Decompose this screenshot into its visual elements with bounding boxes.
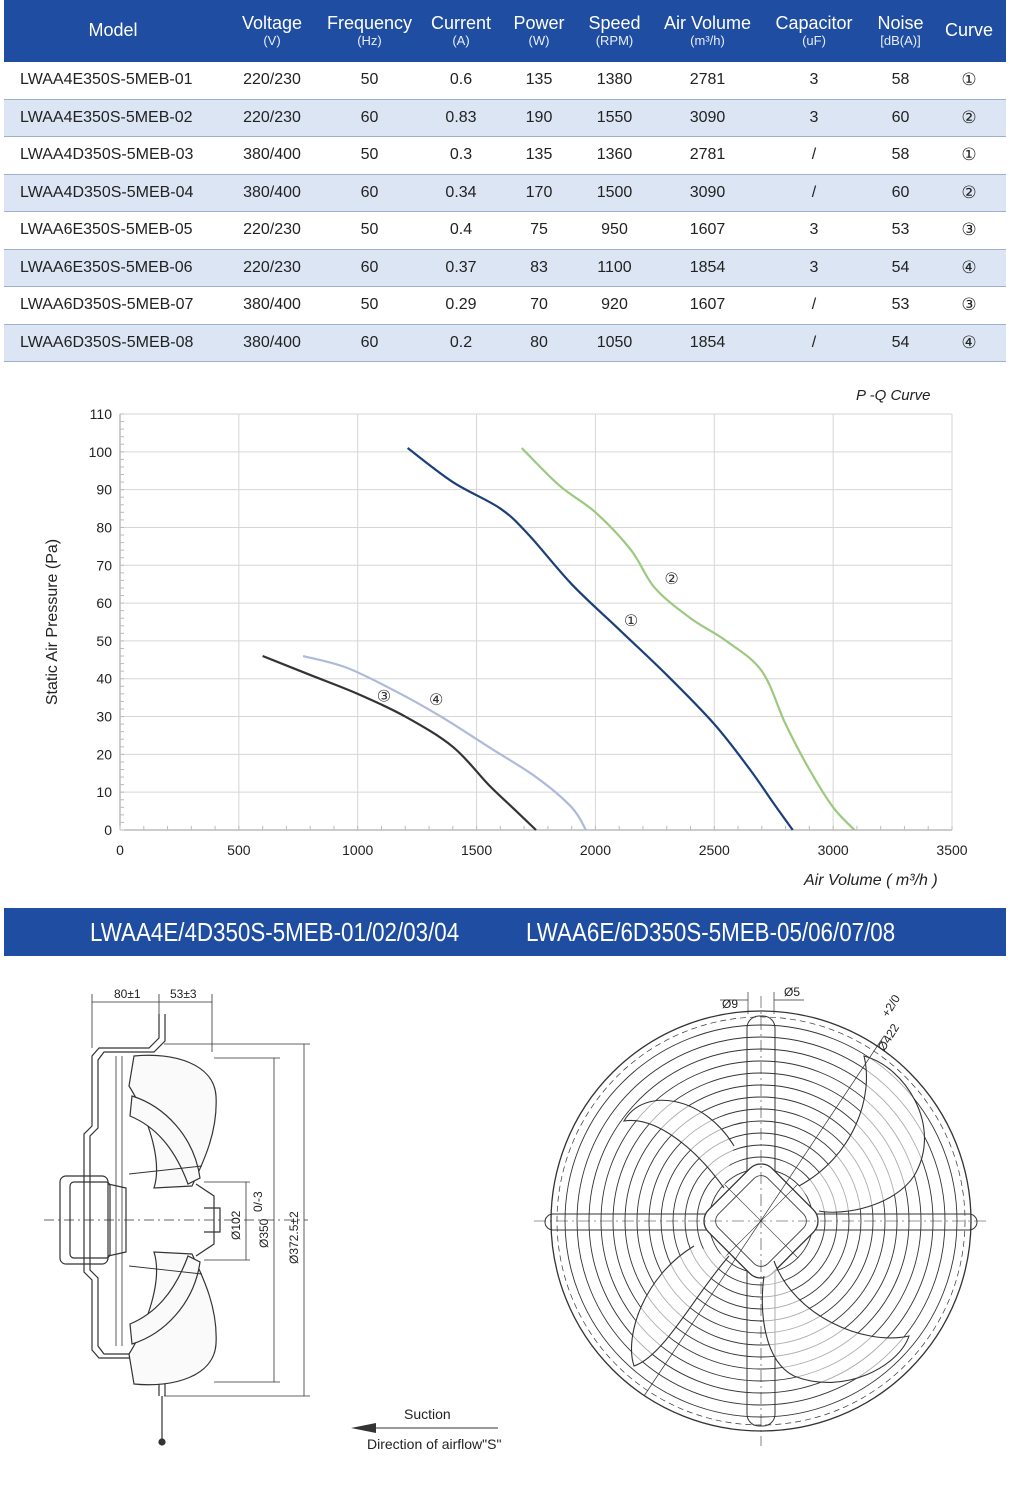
- cell-model: LWAA6D350S-5MEB-08: [4, 324, 222, 362]
- cell-power: 190: [505, 99, 573, 137]
- cell-speed: 950: [573, 212, 656, 250]
- cell-noise: 54: [869, 324, 932, 362]
- header-frequency: Frequency (Hz): [322, 0, 417, 62]
- cell-current: 0.29: [417, 287, 505, 325]
- cell-speed: 920: [573, 287, 656, 325]
- cell-capacitor: 3: [759, 249, 869, 287]
- dim-9: Ø9: [722, 997, 739, 1011]
- cell-power: 83: [505, 249, 573, 287]
- airflow-arrow: [351, 1423, 498, 1433]
- y-tick-label: 30: [96, 708, 112, 725]
- cell-curve: ②: [932, 99, 1006, 137]
- x-tick-label: 1000: [342, 842, 374, 858]
- cell-air-volume: 2781: [656, 137, 759, 175]
- cell-power: 80: [505, 324, 573, 362]
- y-tick-label: 80: [96, 519, 112, 536]
- y-tick-label: 20: [96, 746, 112, 763]
- dim-102: Ø102: [229, 1210, 243, 1240]
- cell-curve: ④: [932, 249, 1006, 287]
- y-axis-title: Static Air Pressure (Pa): [44, 538, 61, 706]
- cell-current: 0.37: [417, 249, 505, 287]
- table-row: [4, 99, 1006, 137]
- cell-speed: 1360: [573, 137, 656, 175]
- suction-label: Suction: [404, 1406, 451, 1422]
- cell-current: 0.2: [417, 324, 505, 362]
- cell-model: LWAA4D350S-5MEB-04: [4, 174, 222, 212]
- cell-capacitor: /: [759, 137, 869, 175]
- airflow-label: Direction of airflow"S": [367, 1436, 502, 1452]
- table-row: [4, 137, 1006, 175]
- cell-power: 170: [505, 174, 573, 212]
- cell-voltage: 220/230: [222, 62, 322, 99]
- y-tick-label: 110: [89, 406, 112, 422]
- cell-capacitor: /: [759, 287, 869, 325]
- cell-frequency: 60: [322, 249, 417, 287]
- page: [4, 0, 1006, 1492]
- header-air-volume: Air Volume (m³/h): [656, 0, 759, 62]
- x-tick-label: 3500: [936, 842, 968, 858]
- cell-voltage: 380/400: [222, 287, 322, 325]
- table-row: [4, 212, 1006, 250]
- header-noise: Noise [dB(A)]: [869, 0, 932, 62]
- curve-annotation: ③: [376, 686, 392, 706]
- x-tick-label: 2000: [579, 842, 612, 858]
- cell-noise: 53: [869, 212, 932, 250]
- cell-current: 0.83: [417, 99, 505, 137]
- dim-350-tolerance: 0/-3: [251, 1191, 265, 1212]
- cell-capacitor: /: [759, 174, 869, 212]
- cell-current: 0.34: [417, 174, 505, 212]
- header-speed: Speed (RPM): [573, 0, 656, 62]
- dim-422: Ø422: [874, 1021, 903, 1054]
- dim-422-tolerance: +2/0: [878, 992, 904, 1020]
- y-tick-label: 70: [96, 557, 112, 574]
- pq-chart: [4, 364, 1006, 908]
- x-tick-label: 500: [227, 842, 251, 858]
- series-line-1: [408, 448, 793, 830]
- cell-power: 135: [505, 62, 573, 99]
- cell-curve: ③: [932, 212, 1006, 250]
- spec-table-body: [4, 62, 1006, 362]
- cell-frequency: 50: [322, 287, 417, 325]
- cell-power: 135: [505, 137, 573, 175]
- cell-curve: ③: [932, 287, 1006, 325]
- x-tick-label: 0: [116, 842, 124, 858]
- series-line-4: [303, 656, 586, 830]
- table-row: [4, 287, 1006, 325]
- cell-air-volume: 3090: [656, 174, 759, 212]
- cell-voltage: 220/230: [222, 249, 322, 287]
- header-capacitor: Capacitor (uF): [759, 0, 869, 62]
- y-tick-label: 0: [104, 822, 112, 838]
- y-tick-label: 100: [88, 443, 112, 460]
- cell-capacitor: 3: [759, 99, 869, 137]
- dim-350: Ø350: [257, 1218, 271, 1248]
- cell-capacitor: 3: [759, 212, 869, 250]
- header-current: Current (A): [417, 0, 505, 62]
- cell-model: LWAA6D350S-5MEB-07: [4, 287, 222, 325]
- cell-current: 0.4: [417, 212, 505, 250]
- cell-voltage: 220/230: [222, 99, 322, 137]
- cell-model: LWAA4E350S-5MEB-01: [4, 62, 222, 99]
- cell-frequency: 50: [322, 62, 417, 99]
- table-row: [4, 62, 1006, 99]
- cell-frequency: 50: [322, 212, 417, 250]
- dim-53: 53±3: [170, 987, 197, 1001]
- cell-air-volume: 1607: [656, 287, 759, 325]
- y-tick-label: 40: [96, 670, 112, 687]
- curve-annotation: ④: [428, 690, 444, 710]
- cell-model: LWAA6E350S-5MEB-05: [4, 212, 222, 250]
- cell-power: 70: [505, 287, 573, 325]
- x-tick-label: 2500: [698, 842, 730, 858]
- cell-speed: 1050: [573, 324, 656, 362]
- cell-air-volume: 1854: [656, 324, 759, 362]
- dim-80: 80±1: [114, 987, 141, 1001]
- header-power: Power (W): [505, 0, 573, 62]
- y-tick-label: 10: [96, 784, 112, 801]
- header-curve: Curve: [932, 0, 1006, 62]
- curve-annotation: ②: [664, 569, 679, 589]
- cell-model: LWAA6E350S-5MEB-06: [4, 249, 222, 287]
- cell-model: LWAA4E350S-5MEB-02: [4, 99, 222, 137]
- banner-right-models: LWAA6E/6D350S-5MEB-05/06/07/08: [526, 917, 896, 947]
- cell-speed: 1380: [573, 62, 656, 99]
- cell-noise: 54: [869, 249, 932, 287]
- series-line-2: [522, 448, 855, 830]
- y-tick-label: 90: [96, 481, 112, 498]
- cell-frequency: 60: [322, 99, 417, 137]
- cell-power: 75: [505, 212, 573, 250]
- header-voltage: Voltage (V): [222, 0, 322, 62]
- cell-noise: 53: [869, 287, 932, 325]
- cell-noise: 58: [869, 137, 932, 175]
- table-row: [4, 249, 1006, 287]
- cell-frequency: 60: [322, 324, 417, 362]
- table-row: [4, 174, 1006, 212]
- table-row: [4, 324, 1006, 362]
- cell-air-volume: 3090: [656, 99, 759, 137]
- cell-curve: ④: [932, 324, 1006, 362]
- pq-chart-svg: [4, 364, 1006, 908]
- cell-air-volume: 1854: [656, 249, 759, 287]
- spec-table: [4, 0, 1006, 362]
- series-line-3: [263, 656, 536, 830]
- y-tick-label: 50: [96, 632, 112, 649]
- x-tick-label: 3000: [817, 842, 849, 858]
- cell-noise: 60: [869, 174, 932, 212]
- dim-5: Ø5: [784, 985, 801, 999]
- y-tick-label: 60: [96, 595, 112, 612]
- cell-current: 0.3: [417, 137, 505, 175]
- cell-frequency: 50: [322, 137, 417, 175]
- header-model: Model: [4, 0, 222, 62]
- cell-current: 0.6: [417, 62, 505, 99]
- cell-frequency: 60: [322, 174, 417, 212]
- cell-speed: 1500: [573, 174, 656, 212]
- front-view-drawing: [534, 992, 989, 1446]
- cell-voltage: 380/400: [222, 137, 322, 175]
- cell-air-volume: 1607: [656, 212, 759, 250]
- cell-voltage: 380/400: [222, 324, 322, 362]
- cell-curve: ①: [932, 137, 1006, 175]
- cell-curve: ②: [932, 174, 1006, 212]
- chart-title: P -Q Curve: [856, 387, 931, 404]
- curve-annotation: ①: [623, 610, 639, 630]
- x-tick-label: 1500: [460, 842, 493, 858]
- model-banner: [4, 908, 1006, 956]
- cell-noise: 60: [869, 99, 932, 137]
- table-header-row: [4, 0, 1006, 62]
- technical-drawings: [4, 956, 1006, 1492]
- banner-left-models: LWAA4E/4D350S-5MEB-01/02/03/04: [90, 917, 460, 947]
- drawings-svg: [4, 956, 1006, 1492]
- cell-speed: 1100: [573, 249, 656, 287]
- cell-voltage: 380/400: [222, 174, 322, 212]
- cell-speed: 1550: [573, 99, 656, 137]
- cell-curve: ①: [932, 62, 1006, 99]
- cell-noise: 58: [869, 62, 932, 99]
- cell-capacitor: 3: [759, 62, 869, 99]
- x-axis-title: Air Volume ( m³/h ): [804, 872, 938, 889]
- dim-372: Ø372.5±2: [287, 1211, 301, 1264]
- cell-capacitor: /: [759, 324, 869, 362]
- cell-voltage: 220/230: [222, 212, 322, 250]
- cell-air-volume: 2781: [656, 62, 759, 99]
- cell-model: LWAA4D350S-5MEB-03: [4, 137, 222, 175]
